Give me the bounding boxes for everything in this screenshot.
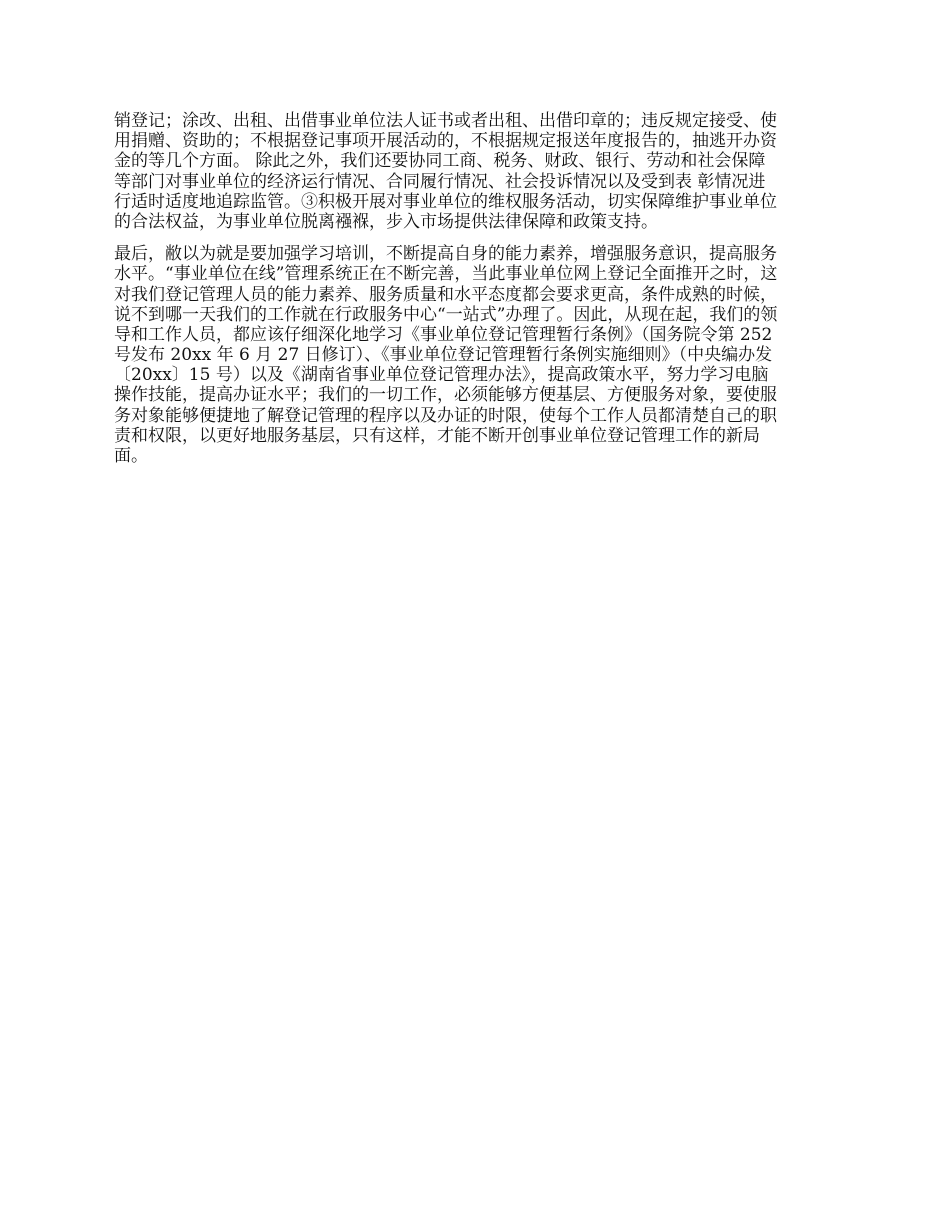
text-line: 说不到哪一天我们的工作就在行政服务中心“一站式”办理了。因此，从现在起，我们的领	[114, 304, 778, 325]
text-line: 面。	[114, 446, 148, 466]
text-line: 务对象能够便捷地了解登记管理的程序以及办证的时限，使每个工作人员都清楚自己的职	[114, 405, 777, 426]
paragraph-spacer	[114, 232, 838, 244]
text-line: 责和权限，以更好地服务基层，只有这样，才能不断开创事业单位登记管理工作的新局	[114, 425, 760, 446]
text-line: 号发布 20xx 年 6 月 27 日修订）、《事业单位登记管理暂行条例实施细则》（中央编办发	[114, 345, 773, 366]
text-line: 最后，敝以为就是要加强学习培训，不断提高自身的能力素养，增强服务意识，提高服务	[114, 244, 777, 265]
text-line: 用捐赠、资助的；不根据登记事项开展活动的，不根据规定报送年度报告的，抽逃开办资	[114, 131, 777, 152]
text-line: 对我们登记管理人员的能力素养、服务质量和水平态度都会要求更高，条件成熟的时候，	[114, 284, 777, 305]
text-line: 等部门对事业单位的经济运行情况、合同履行情况、社会投诉情况以及受到表 彰情况进	[114, 171, 766, 192]
paragraph-training-and-service	[114, 244, 838, 466]
text-line: 销登记；涂改、出租、出借事业单位法人证书或者出租、出借印章的；违反规定接受、使	[114, 111, 777, 131]
text-line: 〔20xx〕15 号）以及《湖南省事业单位登记管理办法》，提高政策水平，努力学习电脑	[114, 365, 769, 386]
text-line: 操作技能，提高办证水平；我们的一切工作，必须能够方便基层、方便服务对象，要使服	[114, 385, 777, 406]
text-line: 导和工作人员，都应该仔细深化地学习《事业单位登记管理暂行条例》（国务院令第 252	[114, 324, 773, 345]
paragraph-registration-supervision	[114, 111, 838, 232]
text-line: 行适时适度地追踪监管。③积极开展对事业单位的维权服务活动，切实保障维护事业单位	[114, 191, 777, 212]
text-line: 水平。“事业单位在线”管理系统正在不断完善，当此事业单位网上登记全面推开之时，这	[114, 264, 778, 285]
document-body	[114, 111, 838, 466]
text-line: 的合法权益，为事业单位脱离襁褓，步入市场提供法律保障和政策支持。	[114, 211, 658, 232]
text-line: 金的等几个方面。 除此之外，我们还要协同工商、税务、财政、银行、劳动和社会保障	[114, 151, 766, 172]
